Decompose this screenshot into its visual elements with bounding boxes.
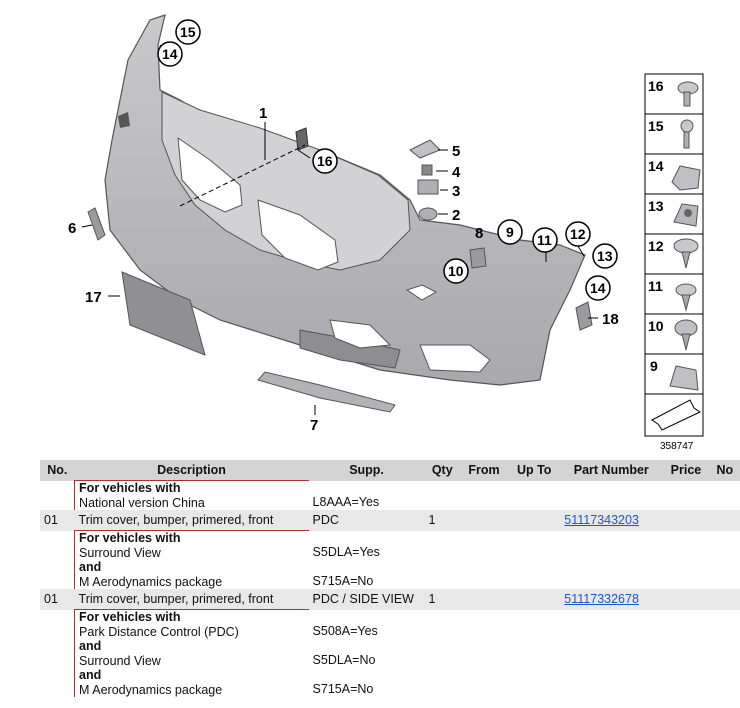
svg-text:5: 5	[452, 143, 461, 160]
col-description[interactable]: Description	[75, 460, 309, 481]
col-price[interactable]: Price	[662, 460, 709, 481]
bracket-part-18	[576, 302, 592, 330]
svg-text:13: 13	[648, 198, 664, 214]
col-from[interactable]: From	[460, 460, 508, 481]
part-number-link[interactable]: 51117343203	[564, 513, 639, 528]
table-header-row	[40, 460, 740, 481]
svg-text:14: 14	[590, 280, 606, 296]
part-number-link[interactable]: 51117332678	[564, 592, 639, 607]
svg-text:3: 3	[452, 183, 461, 200]
svg-text:10: 10	[448, 263, 464, 279]
svg-text:7: 7	[310, 417, 319, 434]
clip-part-2	[419, 208, 437, 220]
svg-text:14: 14	[648, 158, 664, 174]
condition-row: For vehicles with National version China L8AAA=Yes	[40, 481, 740, 511]
svg-text:9: 9	[506, 224, 514, 240]
svg-text:16: 16	[648, 78, 664, 94]
svg-text:18: 18	[602, 311, 619, 328]
svg-text:12: 12	[648, 238, 664, 254]
svg-text:358747: 358747	[660, 441, 694, 452]
bumper-trim-strip	[258, 372, 395, 412]
svg-text:17: 17	[85, 289, 102, 306]
bracket-part-6	[88, 208, 105, 240]
clip-part-3	[418, 180, 438, 194]
col-supp[interactable]: Supp.	[309, 460, 425, 481]
table-row[interactable]: 01 Trim cover, bumper, primered, front PDC 1 51117343203	[40, 510, 740, 531]
condition-row: For vehicles with Park Distance Control (PDC) and Surround View and M Aerodynamics package S508A=Yes S5DLA=No S715A=No	[40, 610, 740, 698]
svg-text:11: 11	[648, 278, 663, 294]
clip-part-4	[422, 165, 432, 175]
col-qty[interactable]: Qty	[425, 460, 460, 481]
svg-text:15: 15	[180, 24, 196, 40]
col-no[interactable]: No.	[40, 460, 75, 481]
svg-text:11: 11	[537, 232, 552, 248]
svg-text:1: 1	[259, 105, 268, 122]
svg-text:15: 15	[648, 118, 664, 134]
svg-text:4: 4	[452, 164, 461, 181]
svg-text:8: 8	[475, 225, 484, 242]
clip-part-8	[470, 248, 486, 268]
svg-text:13: 13	[597, 248, 613, 264]
svg-text:9: 9	[650, 358, 658, 374]
svg-text:2: 2	[452, 207, 461, 224]
parts-table	[40, 460, 740, 697]
condition-block: For vehicles with National version China	[75, 481, 309, 511]
table-row[interactable]: 01 Trim cover, bumper, primered, front PDC / SIDE VIEW 1 51117332678	[40, 589, 740, 610]
svg-text:14: 14	[162, 46, 178, 62]
condition-block: For vehicles with Surround View and M Aerodynamics package	[75, 531, 309, 590]
col-notes[interactable]: No	[710, 460, 740, 481]
part-16-clip	[296, 128, 308, 150]
svg-text:6: 6	[68, 220, 77, 237]
cover-part-5	[410, 140, 440, 158]
col-upto[interactable]: Up To	[508, 460, 560, 481]
condition-row: For vehicles with Surround View and M Aerodynamics package S5DLA=Yes S715A=No	[40, 531, 740, 590]
col-part-number[interactable]: Part Number	[560, 460, 662, 481]
condition-block: For vehicles with Park Distance Control (PDC) and Surround View and M Aerodynamics package	[75, 610, 309, 698]
fastener-legend	[645, 74, 703, 452]
svg-text:16: 16	[317, 153, 333, 169]
svg-text:10: 10	[648, 318, 664, 334]
svg-text:12: 12	[570, 226, 586, 242]
